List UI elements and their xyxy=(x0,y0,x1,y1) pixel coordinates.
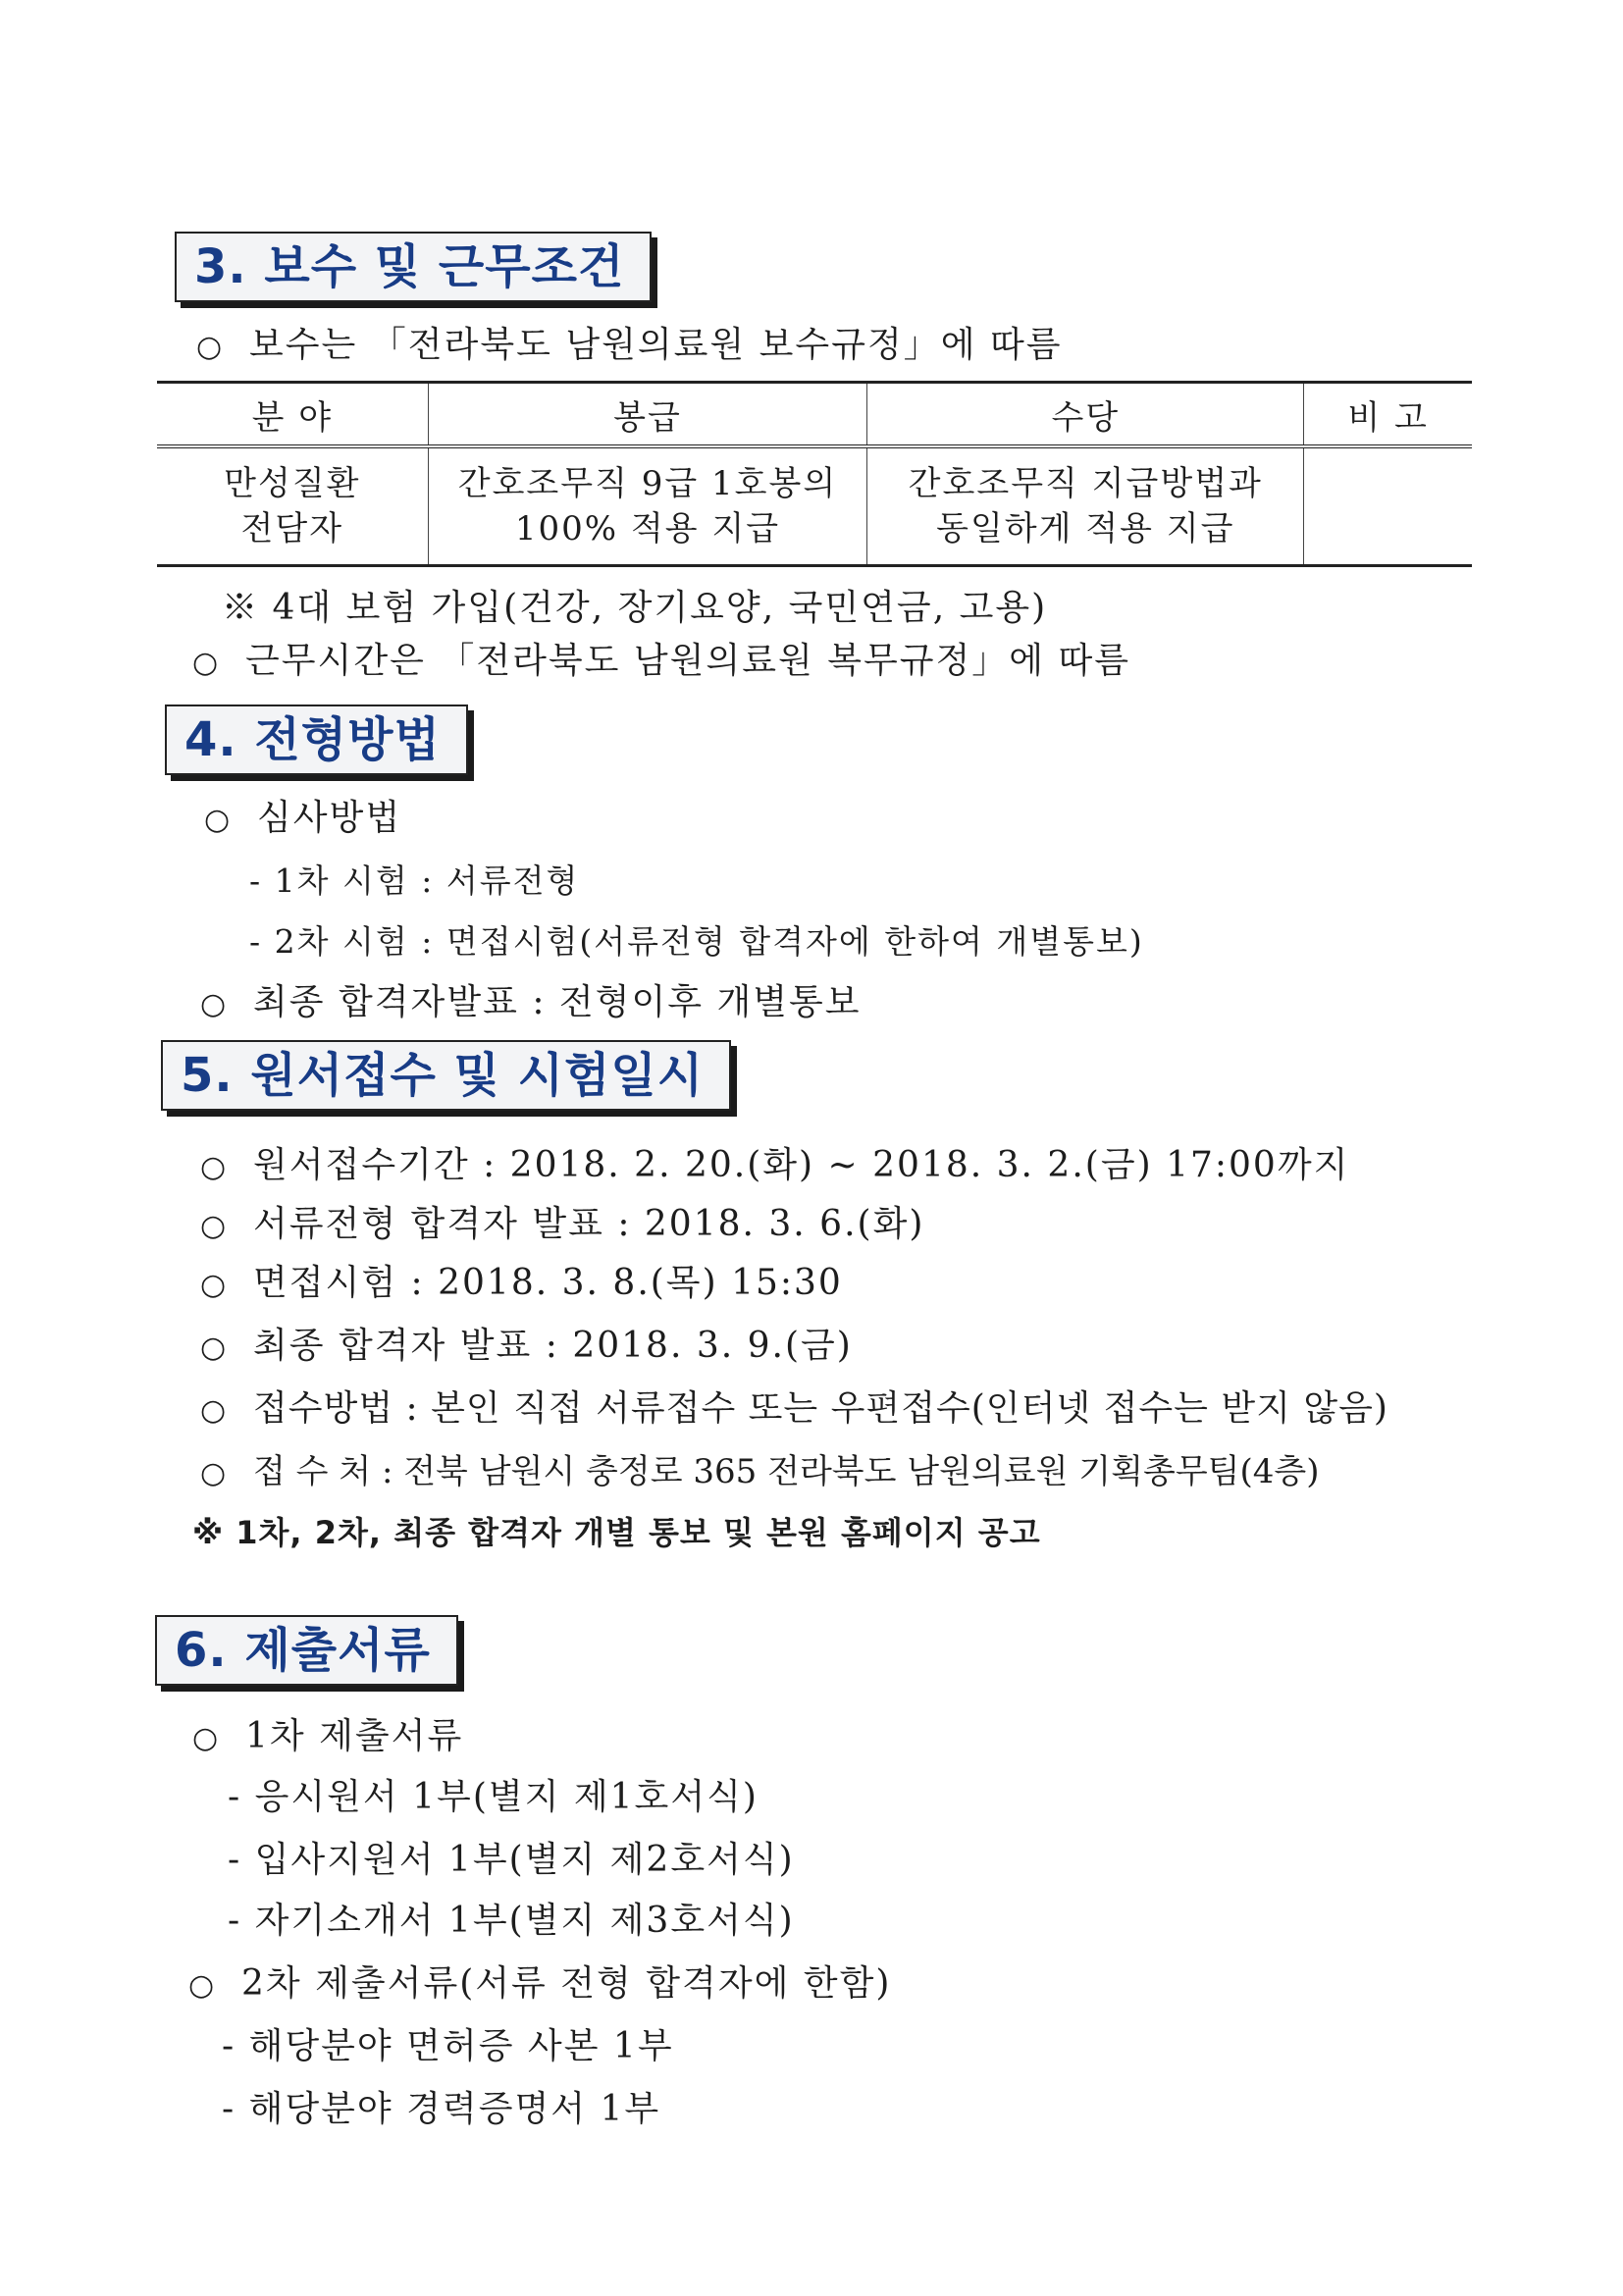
circle-bullet-icon: ○ xyxy=(200,1456,227,1490)
first-doc-item: - 자기소개서 1부(별지 제3호서식) xyxy=(228,1901,795,1941)
pay-table-header-row xyxy=(157,383,1472,447)
schedule-item: ○ 접수방법 : 본인 직접 서류접수 또는 우편접수(인터넷 접수는 받지 않음) xyxy=(200,1387,1388,1433)
circle-bullet-icon: ○ xyxy=(200,1268,229,1302)
section-4-heading: 4. 전형방법 xyxy=(165,704,468,775)
cell-note xyxy=(1304,446,1472,566)
circle-bullet-icon: ○ xyxy=(200,1209,229,1243)
circle-bullet-icon: ○ xyxy=(196,330,225,364)
review-method-text: 심사방법 xyxy=(257,798,402,838)
second-doc-item: - 해당분야 경력증명서 1부 xyxy=(222,2089,661,2129)
work-hours-text: 근무시간은 「전라북도 남원의료원 복무규정」에 따름 xyxy=(245,641,1131,681)
circle-bullet-icon: ○ xyxy=(204,803,233,837)
schedule-item: ○ 접 수 처 : 전북 남원시 충정로 365 전라북도 남원의료원 기획총무팀(4층) xyxy=(200,1450,1320,1495)
circle-bullet-icon: ○ xyxy=(188,1968,217,2003)
cell-salary: 간호조무직 9급 1호봉의 100% 적용 지급 xyxy=(428,446,867,566)
cell-field: 만성질환 전담자 xyxy=(224,464,361,548)
first-doc-item: - 응시원서 1부(별지 제1호서식) xyxy=(228,1777,759,1817)
final-announce-text: 최종 합격자발표 : 전형이후 개별통보 xyxy=(253,982,862,1022)
header-field: 분 야 xyxy=(251,397,334,438)
circle-bullet-icon: ○ xyxy=(200,1393,228,1428)
review-method-line xyxy=(204,797,401,842)
second-docs-title: ○ 2차 제출서류(서류 전형 합격자에 한함) xyxy=(188,1962,891,2008)
pay-rule-line xyxy=(196,324,1063,369)
final-announce-line xyxy=(200,981,862,1026)
header-salary: 봉급 xyxy=(428,383,867,447)
result-notice: ※ 1차, 2차, 최종 합격자 개별 통보 및 본원 홈페이지 공고 xyxy=(192,1514,1041,1551)
section-6-heading: 6. 제출서류 xyxy=(155,1615,458,1686)
schedule-item: ○ 최종 합격자 발표 : 2018. 3. 9.(금) xyxy=(200,1325,853,1370)
table-row xyxy=(157,446,1472,566)
work-hours-line xyxy=(192,640,1130,685)
header-allowance: 수당 xyxy=(867,383,1304,447)
pay-rule-text: 보수는 「전라북도 남원의료원 보수규정」에 따름 xyxy=(249,325,1063,365)
circle-bullet-icon: ○ xyxy=(192,646,221,680)
schedule-item: ○ 원서접수기간 : 2018. 2. 20.(화) ~ 2018. 3. 2.(금) 17:00까지 xyxy=(200,1144,1349,1189)
first-doc-item: - 입사지원서 1부(별지 제2호서식) xyxy=(228,1840,795,1880)
section-3-heading: 3. 보수 및 근무조건 xyxy=(175,232,652,302)
header-note: 비 고 xyxy=(1304,383,1472,447)
cell-allowance: 간호조무직 지급방법과 동일하게 적용 지급 xyxy=(867,446,1304,566)
circle-bullet-icon: ○ xyxy=(200,1150,229,1184)
circle-bullet-icon: ○ xyxy=(192,1721,221,1755)
insurance-note: ※ 4대 보험 가입(건강, 장기요양, 국민연금, 고용) xyxy=(222,588,1048,628)
step2-line: - 2차 시험 : 면접시험(서류전형 합격자에 한하여 개별통보) xyxy=(249,922,1144,961)
section-5-heading: 5. 원서접수 및 시험일시 xyxy=(161,1040,731,1111)
circle-bullet-icon: ○ xyxy=(200,987,229,1021)
schedule-item: ○ 면접시험 : 2018. 3. 8.(목) 15:30 xyxy=(200,1262,843,1307)
step1-line: - 1차 시험 : 서류전형 xyxy=(249,861,580,900)
pay-table xyxy=(157,381,1472,567)
circle-bullet-icon: ○ xyxy=(200,1331,229,1365)
second-doc-item: - 해당분야 면허증 사본 1부 xyxy=(222,2026,674,2066)
first-docs-title: ○ 1차 제출서류 xyxy=(192,1715,463,1760)
schedule-item: ○ 서류전형 합격자 발표 : 2018. 3. 6.(화) xyxy=(200,1203,924,1248)
